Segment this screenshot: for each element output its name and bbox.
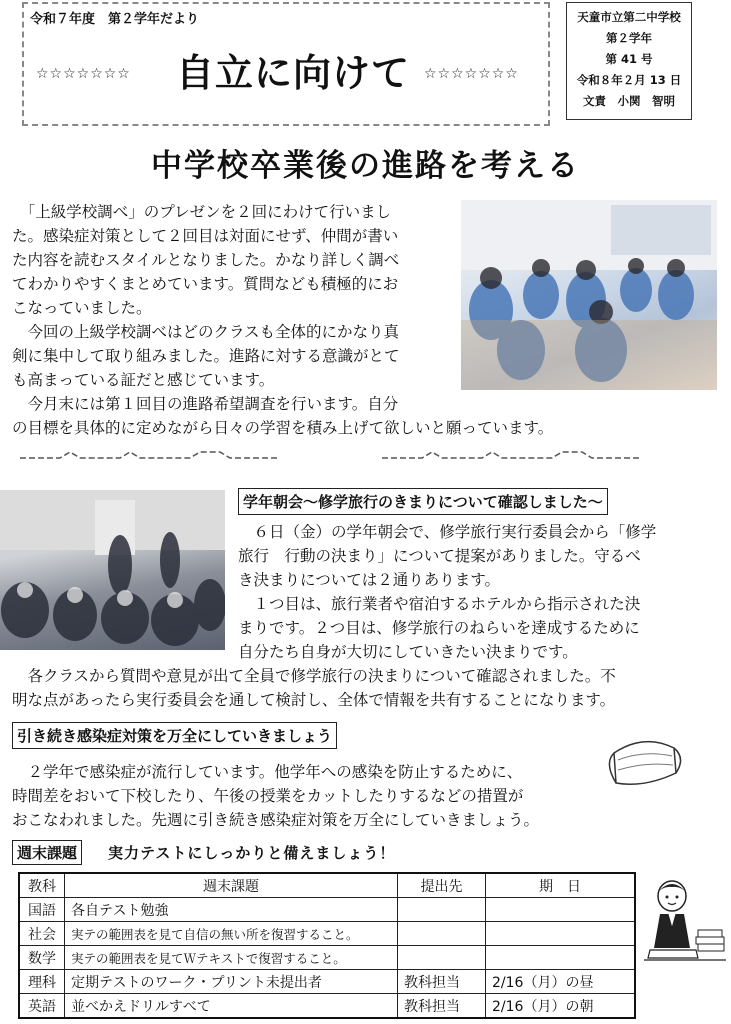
section3-line: 時間差をおいて下校したり、午後の授業をカットしたりするなどの措置が xyxy=(12,787,524,805)
cell-due: 2/16（月）の朝 xyxy=(486,994,636,1019)
section1-line: た内容を読むスタイルとなりました。かなり詳しく調べ xyxy=(12,251,400,269)
section1-body-wide xyxy=(12,416,722,440)
section2-line: １つ目は、旅行業者や宿泊するホテルから指示された決 xyxy=(238,595,641,613)
grade-label: 第２学年 xyxy=(606,31,652,45)
issue-info-box xyxy=(566,2,692,120)
cell-task: 定期テストのワーク・プリント未提出者 xyxy=(65,970,398,994)
school-name: 天童市立第二中学校 xyxy=(577,10,681,24)
cell-subject: 数学 xyxy=(19,946,65,970)
section2-line: 明な点があったら実行委員会を通して検討し、全体で情報を共有することになります。 xyxy=(12,691,616,709)
section3-body xyxy=(12,760,612,832)
studying-student-illustration xyxy=(640,878,728,964)
cell-submit-to: 教科担当 xyxy=(398,970,486,994)
section1-line: こなっていました。 xyxy=(12,299,152,317)
stars-right: ☆☆☆☆☆☆☆ xyxy=(424,66,519,82)
section1-line: も高まっている証だと感じています。 xyxy=(12,371,275,389)
divider-right xyxy=(382,448,642,462)
cell-due: 2/16（月）の昼 xyxy=(486,970,636,994)
section2-line: 自分たち自身が大切にしていきたい決まりです。 xyxy=(238,643,578,661)
column-header-submit-to: 提出先 xyxy=(398,873,486,898)
section2-line: まりです。２つ目は、修学旅行のねらいを達成するために xyxy=(238,619,640,637)
column-header-due: 期 日 xyxy=(486,873,636,898)
section3-line: おこなわれました。先週に引き続き感染症対策を万全にしていきましょう。 xyxy=(12,811,540,829)
cell-task: 実テの範囲表を見てＷテキストで復習すること。 xyxy=(65,946,398,970)
section2-line: き決まりについては２通りあります。 xyxy=(238,571,500,589)
section1-body-narrow xyxy=(12,200,460,416)
cell-submit-to xyxy=(398,898,486,922)
stars-left: ☆☆☆☆☆☆☆ xyxy=(36,66,131,82)
section2-body-wide xyxy=(12,664,724,712)
section2-line: 各クラスから質問や意見が出て全員で修学旅行の決まりについて確認されました。不 xyxy=(12,667,616,685)
cell-due xyxy=(486,898,636,922)
section2-line: 旅行 行動の決まり」について提案がありました。守るべ xyxy=(238,547,641,565)
newsletter-title: 自立に向けて xyxy=(176,51,411,95)
cell-submit-to xyxy=(398,922,486,946)
classroom-photo xyxy=(461,200,717,390)
column-header-subject: 教科 xyxy=(19,873,65,898)
cell-subject: 英語 xyxy=(19,994,65,1019)
issue-date: 令和８年２月 13 日 xyxy=(576,73,682,87)
cell-due xyxy=(486,946,636,970)
section1-line: 今回の上級学校調べはどのクラスも全体的にかなり真 xyxy=(12,323,400,341)
section3-heading: 引き続き感染症対策を万全にしていきましょう xyxy=(12,722,337,749)
cell-subject: 国語 xyxy=(19,898,65,922)
table-row xyxy=(19,994,635,1019)
cell-task: 実テの範囲表を見て自信の無い所を復習すること。 xyxy=(65,922,398,946)
section1-line: 今月末には第１回目の進路希望調査を行います。自分 xyxy=(12,395,399,413)
weekend-homework-table xyxy=(18,872,636,1019)
section3-line: ２学年で感染症が流行しています。他学年への感染を防止するために、 xyxy=(12,763,523,781)
cell-subject: 理科 xyxy=(19,970,65,994)
table-row xyxy=(19,922,635,946)
cell-submit-to: 教科担当 xyxy=(398,994,486,1019)
section1-line: 剣に集中して取り組みました。進路に対する意識がとて xyxy=(12,347,400,365)
section1-line: の目標を具体的に定めながら日々の学習を積み上げて欲しいと願っています。 xyxy=(12,419,554,437)
cell-task: 各自テスト勉強 xyxy=(65,898,398,922)
table-row xyxy=(19,946,635,970)
issue-number: 第 41 号 xyxy=(605,52,653,66)
divider-left xyxy=(20,448,280,462)
issue-line: 令和７年度 第２学年だより xyxy=(30,12,200,27)
cell-submit-to xyxy=(398,946,486,970)
table-header-row xyxy=(19,873,635,898)
section1-line: てわかりやすくまとめています。質問なども積極的にお xyxy=(12,275,399,293)
section1-line: 「上級学校調べ」のプレゼンを２回にわけて行いまし xyxy=(12,203,392,221)
section2-heading: 学年朝会～修学旅行のきまりについて確認しました～ xyxy=(238,488,608,515)
author: 文責 小関 智明 xyxy=(583,94,675,108)
section1-line: た。感染症対策として２回目は対面にせず、仲間が書い xyxy=(12,227,399,245)
section2-body-narrow xyxy=(238,520,726,664)
column-header-task: 週末課題 xyxy=(65,873,398,898)
cell-due xyxy=(486,922,636,946)
section2-line: ６日（金）の学年朝会で、修学旅行実行委員会から「修学 xyxy=(238,523,657,541)
cell-subject: 社会 xyxy=(19,922,65,946)
assembly-photo xyxy=(0,490,225,650)
cell-task: 並べかえドリルすべて xyxy=(65,994,398,1019)
weekend-subtitle: 実力テストにしっかりと備えましょう！ xyxy=(108,844,396,862)
table-row xyxy=(19,970,635,994)
face-mask-icon xyxy=(604,728,684,798)
main-title: 中学校卒業後の進路を考える xyxy=(151,148,580,184)
weekend-label: 週末課題 xyxy=(12,840,82,865)
table-row xyxy=(19,898,635,922)
